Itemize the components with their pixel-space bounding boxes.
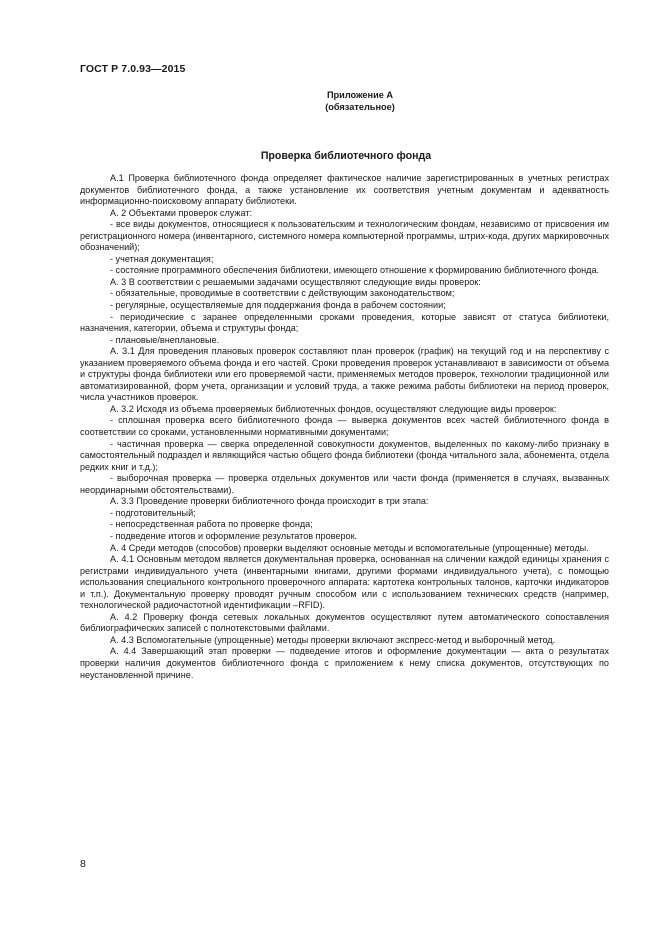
paragraph: - обязательные, проводимые в соответствии с действующим законодательством; [110, 288, 455, 299]
paragraph: А. 4.3 Вспомогательные (упрощенные) методы проверки включают экспресс-метод и выборочный метод. [110, 634, 556, 645]
paragraph: - учетная документация; [110, 253, 214, 264]
paragraph: - подготовительный; [110, 507, 196, 518]
paragraph: А. 3.3 Проведение проверки библиотечного фонда происходит в три этапа: [110, 496, 429, 507]
paragraph: А. 4.2 Проверку фонда сетевых локальных документов осуществляют путем автоматического сопоставления библиографических записей с полнотекстовыми файлами. [80, 611, 609, 634]
appendix-subtitle: (обязательное) [325, 102, 395, 112]
paragraph: - выборочная проверка — проверка отдельных документов или части фонда (применяется в случаях, вызванных неординарными обстоятельствами). [80, 473, 609, 495]
paragraph: - все виды документов, относящиеся к пользовательским и технологическим фондам, независимо от присвоения им регистрационного номера (инвентарного, системного номера компьютерной программы, штрих-кода, других маркировочных обозначений); [80, 219, 609, 253]
paragraph: - периодические с заранее определенными сроками проведения, которые зависят от статуса библиотеки, назначения, категории, объема и структуры фонда; [80, 311, 609, 334]
appendix-title: Приложение А [326, 90, 394, 100]
document-header-standard: ГОСТ Р 7.0.93—2015 [80, 63, 186, 75]
paragraph: А. 3.2 Исходя из объема проверяемых библиотечных фондов, осуществляют следующие виды проверок: [110, 403, 557, 414]
paragraph: А. 4.4 Завершающий этап проверки — подведение итогов и оформление документации — акта о результатах проверки наличия документов библиотечного фонда с приложением к нему списка документов, отсутствующих по неустановленной причине. [80, 646, 609, 680]
paragraph: - состояние программного обеспечения библиотеки, имеющего отношение к формированию библиотечного фонда. [110, 265, 600, 276]
paragraph: А. 3.1 Для проведения плановых проверок составляют план проверок (график) на текущий год и на перспективу с указанием проверяемого объема фонда и его частей. Сроки проведения проверок устанавливают в зависимости от объема и структуры фонда библиотеки или его проверяемой части, применяемых методов проверок, технологии традиционной или автоматизированной, форм учета, организации и условий труда, а также режима работы библиотеки на период проверок, числа участников проверок. [80, 346, 609, 403]
section-title: Проверка библиотечного фонда [260, 150, 432, 162]
paragraph: - сплошная проверка всего библиотечного фонда — выверка документов всех частей библиотечного фонда в соответствии со сроками, установленными нормативными документами; [80, 415, 609, 438]
paragraph: А. 3 В соответствии с решаемыми задачами осуществляют следующие виды проверок: [110, 276, 481, 287]
paragraph: А.1 Проверка библиотечного фонда определяет фактическое наличие зарегистрированных в учетных регистрах документов библиотечного фонда, а также установление их соответствия учетным документам и адекватность информационно-поисковому аппарату библиотеки. [80, 173, 609, 207]
paragraph: - регулярные, осуществляемые для поддержания фонда в рабочем состоянии; [110, 300, 446, 311]
paragraph: А. 4 Среди методов (способов) проверки выделяют основные методы и вспомогательные (упрощенные) методы. [110, 542, 589, 553]
paragraph: - частичная проверка — сверка определенной совокупности документов, выделенных по какому-либо признаку в самостоятельный подраздел и являющийся частью общего фонда библиотеки (фонда читального зала, абонемента, отдела редких книг и т.д.); [80, 438, 609, 472]
appendix-heading [290, 89, 430, 113]
paragraph: - непосредственная работа по проверке фонда; [110, 519, 313, 530]
page-number: 8 [80, 858, 86, 870]
paragraph: - плановые/внеплановые. [110, 334, 220, 345]
paragraph: А. 4.1 Основным методом является документальная проверка, основанная на сличении каждой единицы хранения с регистрами индивидуального учета (инвентарными книгами, другими формами индивидуального учета), с помощью использования специального контрольного проверочного аппарата: картотека контрольных талонов, карточки индикаторов и т.п.). Документальную проверку проводят ручным способом или с использованием технических средств (например, технологической радиочастотной идентификации –RFID). [80, 554, 609, 611]
document-body [80, 173, 609, 681]
paragraph: - подведение итогов и оформление результатов проверок. [110, 530, 358, 541]
paragraph: А. 2 Объектами проверок служат: [110, 207, 253, 218]
